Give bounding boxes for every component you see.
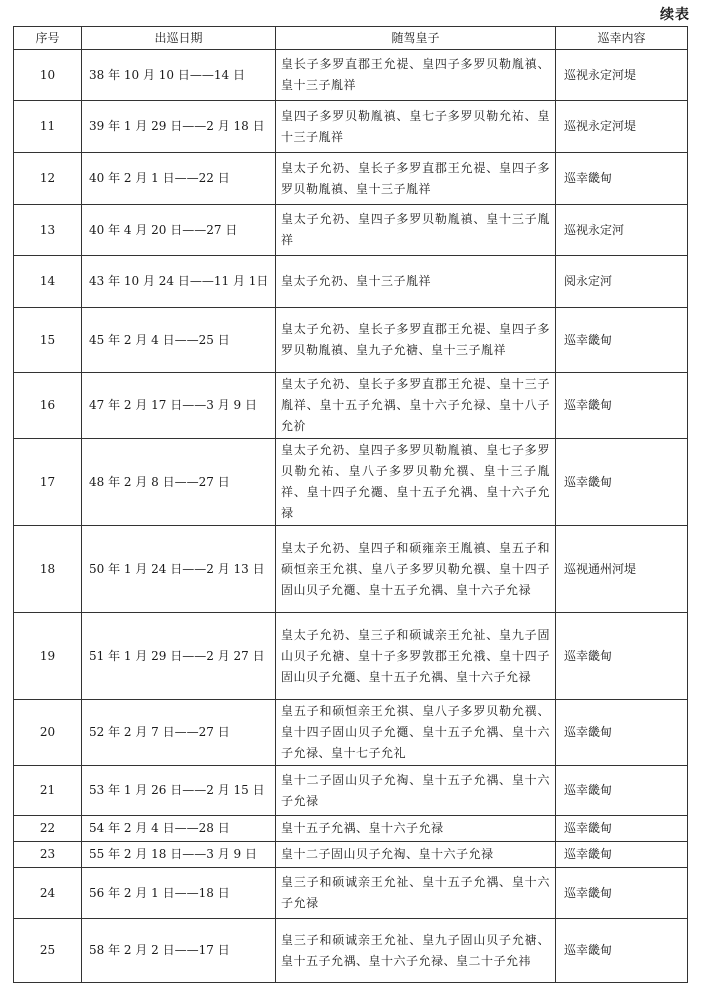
row-princes: 皇四子多罗贝勒胤禛、皇七子多罗贝勒允祐、皇十三子胤祥 xyxy=(276,101,556,153)
row-princes: 皇太子允礽、皇长子多罗直郡王允禔、皇四子多罗贝勒胤禛、皇十三子胤祥 xyxy=(276,153,556,205)
row-date: 56 年 2 月 1 日——18 日 xyxy=(82,868,276,919)
table-row xyxy=(14,308,688,373)
row-content: 巡幸畿甸 xyxy=(556,153,688,205)
header-accompanying-princes: 随驾皇子 xyxy=(276,27,556,50)
row-content: 巡视永定河 xyxy=(556,205,688,256)
table-body xyxy=(14,50,688,983)
table-row xyxy=(14,153,688,205)
table-caption: 续表 xyxy=(660,7,690,23)
row-princes: 皇三子和硕诚亲王允祉、皇九子固山贝子允禟、皇十五子允禑、皇十六子允禄、皇二十子允祎 xyxy=(276,919,556,983)
row-number: 18 xyxy=(14,526,82,613)
row-number: 23 xyxy=(14,842,82,868)
row-content: 巡幸畿甸 xyxy=(556,439,688,526)
row-content: 巡视永定河堤 xyxy=(556,101,688,153)
row-date: 48 年 2 月 8 日——27 日 xyxy=(82,439,276,526)
row-date: 38 年 10 月 10 日——14 日 xyxy=(82,50,276,101)
row-content: 巡幸畿甸 xyxy=(556,308,688,373)
row-number: 17 xyxy=(14,439,82,526)
row-princes: 皇十五子允禑、皇十六子允禄 xyxy=(276,816,556,842)
row-content: 巡幸畿甸 xyxy=(556,766,688,816)
row-content: 巡幸畿甸 xyxy=(556,868,688,919)
row-date: 52 年 2 月 7 日——27 日 xyxy=(82,700,276,766)
table-row xyxy=(14,526,688,613)
row-content: 巡幸畿甸 xyxy=(556,700,688,766)
row-princes: 皇十二子固山贝子允祹、皇十五子允禑、皇十六子允禄 xyxy=(276,766,556,816)
row-content: 巡幸畿甸 xyxy=(556,816,688,842)
inspection-tours-table xyxy=(13,26,688,983)
row-princes: 皇太子允礽、皇四子多罗贝勒胤禛、皇七子多罗贝勒允祐、皇八子多罗贝勒允禩、皇十三子胤祥、皇十四子允禵、皇十五子允禑、皇十六子允禄 xyxy=(276,439,556,526)
row-date: 53 年 1 月 26 日——2 月 15 日 xyxy=(82,766,276,816)
table-row xyxy=(14,700,688,766)
row-content: 巡幸畿甸 xyxy=(556,613,688,700)
row-date: 54 年 2 月 4 日——28 日 xyxy=(82,816,276,842)
row-date: 50 年 1 月 24 日——2 月 13 日 xyxy=(82,526,276,613)
row-date: 40 年 2 月 1 日——22 日 xyxy=(82,153,276,205)
row-number: 11 xyxy=(14,101,82,153)
row-content: 阅永定河 xyxy=(556,256,688,308)
row-date: 47 年 2 月 17 日——3 月 9 日 xyxy=(82,373,276,439)
table-row xyxy=(14,373,688,439)
row-date: 43 年 10 月 24 日——11 月 1日 xyxy=(82,256,276,308)
row-content: 巡幸畿甸 xyxy=(556,373,688,439)
table-row xyxy=(14,868,688,919)
row-princes: 皇太子允礽、皇四子和硕雍亲王胤禛、皇五子和硕恒亲王允祺、皇八子多罗贝勒允禩、皇十四子固山贝子允禵、皇十五子允禑、皇十六子允禄 xyxy=(276,526,556,613)
row-number: 19 xyxy=(14,613,82,700)
row-date: 55 年 2 月 18 日——3 月 9 日 xyxy=(82,842,276,868)
table-row xyxy=(14,439,688,526)
row-number: 20 xyxy=(14,700,82,766)
table-row xyxy=(14,256,688,308)
row-princes: 皇十二子固山贝子允祹、皇十六子允禄 xyxy=(276,842,556,868)
row-content: 巡幸畿甸 xyxy=(556,842,688,868)
row-number: 24 xyxy=(14,868,82,919)
table-header xyxy=(14,27,688,50)
row-date: 58 年 2 月 2 日——17 日 xyxy=(82,919,276,983)
table-row xyxy=(14,919,688,983)
row-date: 39 年 1 月 29 日——2 月 18 日 xyxy=(82,101,276,153)
table-row xyxy=(14,842,688,868)
row-princes: 皇太子允礽、皇三子和硕诚亲王允祉、皇九子固山贝子允禟、皇十子多罗敦郡王允䄉、皇十四子固山贝子允禵、皇十五子允禑、皇十六子允禄 xyxy=(276,613,556,700)
table-row xyxy=(14,816,688,842)
row-content: 巡视永定河堤 xyxy=(556,50,688,101)
table-row xyxy=(14,205,688,256)
row-princes: 皇长子多罗直郡王允禔、皇四子多罗贝勒胤禛、皇十三子胤祥 xyxy=(276,50,556,101)
row-number: 14 xyxy=(14,256,82,308)
header-number: 序号 xyxy=(14,27,82,50)
row-princes: 皇太子允礽、皇四子多罗贝勒胤禛、皇十三子胤祥 xyxy=(276,205,556,256)
row-number: 10 xyxy=(14,50,82,101)
row-princes: 皇太子允礽、皇长子多罗直郡王允禔、皇十三子胤祥、皇十五子允禑、皇十六子允禄、皇十八子允祄 xyxy=(276,373,556,439)
table-row xyxy=(14,613,688,700)
header-tour-date: 出巡日期 xyxy=(82,27,276,50)
row-number: 25 xyxy=(14,919,82,983)
row-princes: 皇三子和硕诚亲王允祉、皇十五子允禑、皇十六子允禄 xyxy=(276,868,556,919)
row-number: 13 xyxy=(14,205,82,256)
header-tour-content: 巡幸内容 xyxy=(556,27,688,50)
row-date: 51 年 1 月 29 日——2 月 27 日 xyxy=(82,613,276,700)
table-row xyxy=(14,101,688,153)
row-number: 21 xyxy=(14,766,82,816)
row-number: 12 xyxy=(14,153,82,205)
row-princes: 皇太子允礽、皇长子多罗直郡王允禔、皇四子多罗贝勒胤禛、皇九子允禟、皇十三子胤祥 xyxy=(276,308,556,373)
row-princes: 皇五子和硕恒亲王允祺、皇八子多罗贝勒允禩、皇十四子固山贝子允禵、皇十五子允禑、皇十六子允禄、皇十七子允礼 xyxy=(276,700,556,766)
table-row xyxy=(14,50,688,101)
row-content: 巡视通州河堤 xyxy=(556,526,688,613)
table-row xyxy=(14,766,688,816)
row-date: 45 年 2 月 4 日——25 日 xyxy=(82,308,276,373)
row-princes: 皇太子允礽、皇十三子胤祥 xyxy=(276,256,556,308)
row-date: 40 年 4 月 20 日——27 日 xyxy=(82,205,276,256)
row-number: 15 xyxy=(14,308,82,373)
row-content: 巡幸畿甸 xyxy=(556,919,688,983)
row-number: 22 xyxy=(14,816,82,842)
row-number: 16 xyxy=(14,373,82,439)
